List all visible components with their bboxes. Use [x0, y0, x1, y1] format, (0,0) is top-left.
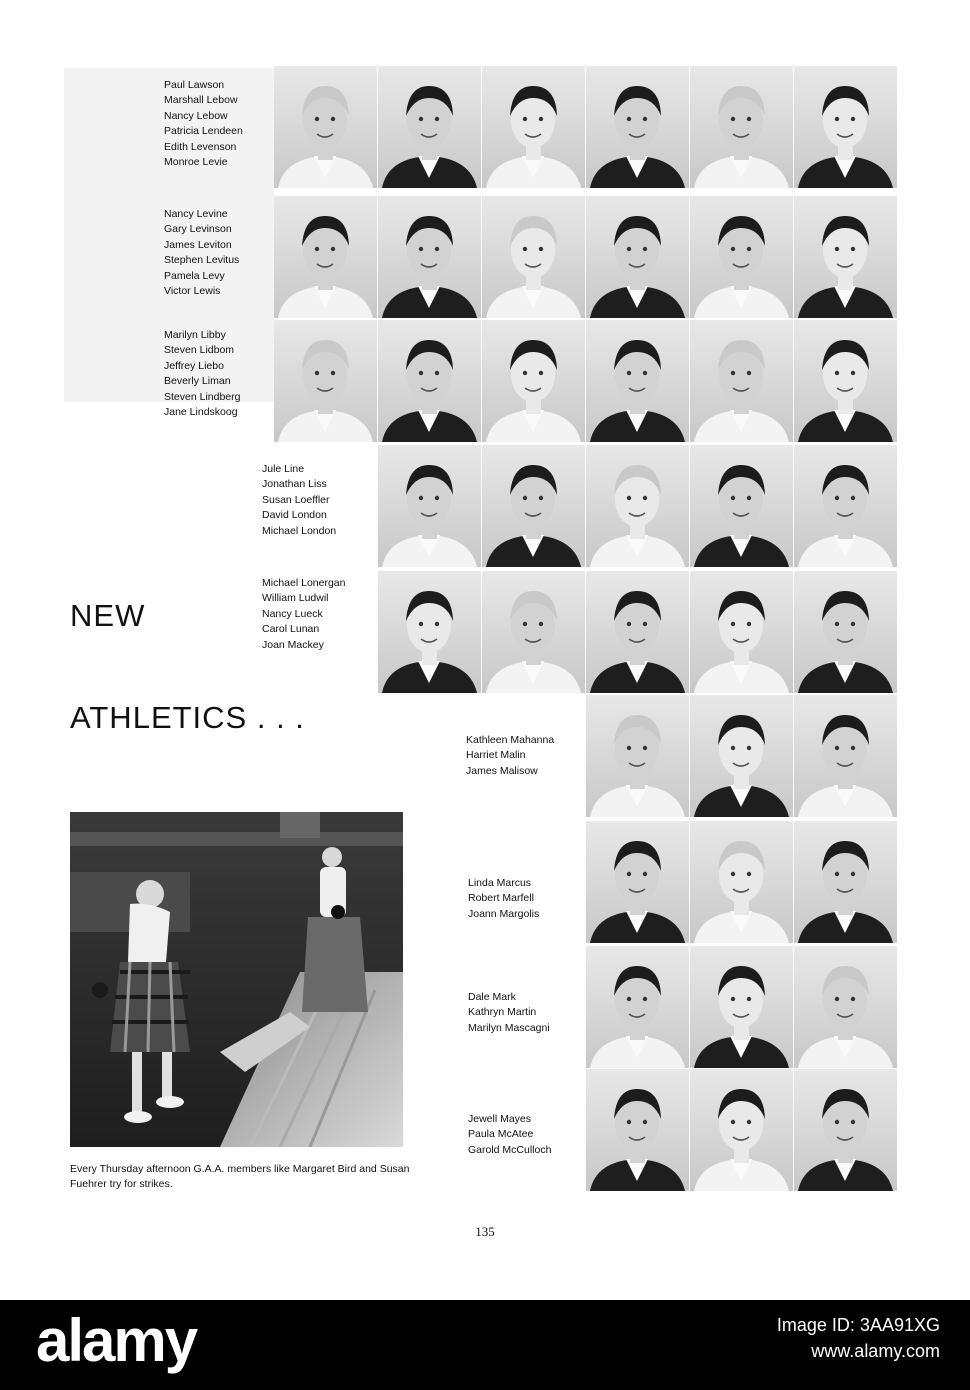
student-portrait: [690, 1069, 793, 1191]
student-name: Dale Mark: [468, 991, 516, 1003]
headline-new: NEW: [70, 598, 146, 633]
student-portrait: [274, 196, 377, 318]
name-list-4: [262, 462, 336, 539]
student-name: Nancy Lueck: [262, 607, 323, 620]
student-portrait: [690, 821, 793, 943]
student-portrait: [794, 1069, 897, 1191]
image-reference: [777, 1312, 940, 1364]
student-name: Jonathan Liss: [262, 478, 327, 491]
student-portrait: [794, 196, 897, 318]
student-name: Victor Lewis: [164, 285, 221, 298]
student-portrait: [482, 571, 585, 693]
page-number: 135: [475, 1224, 495, 1239]
student-portrait: [690, 196, 793, 318]
name-list-2: [164, 207, 239, 299]
student-name: Garold McCulloch: [468, 1143, 552, 1156]
student-name: Michael Lonergan: [262, 577, 346, 589]
student-name: Harriet Malin: [466, 749, 526, 762]
name-list-5: [262, 576, 345, 653]
bowling-photo: [70, 812, 403, 1147]
student-name: Linda Marcus: [468, 877, 532, 889]
name-list-1: [164, 78, 243, 170]
student-portrait: [794, 445, 897, 567]
student-name: David London: [262, 509, 327, 522]
name-list-7: [468, 876, 539, 922]
student-portrait: [586, 196, 689, 318]
student-portrait: [378, 320, 481, 442]
image-id: Image ID: 3AA91XG: [776, 1315, 940, 1335]
student-portrait: [794, 320, 897, 442]
student-portrait: [586, 1069, 689, 1191]
student-portrait: [378, 66, 481, 188]
student-name: Jane Lindskoog: [164, 406, 238, 419]
student-name: James Leviton: [164, 238, 232, 251]
student-name: Nancy Levine: [164, 208, 228, 220]
student-portrait: [274, 66, 377, 188]
student-portrait: [690, 571, 793, 693]
student-name: Susan Loeffler: [262, 493, 330, 506]
student-name: Kathryn Martin: [468, 1006, 537, 1019]
student-portrait: [794, 66, 897, 188]
student-portrait: [794, 695, 897, 817]
student-name: Paula McAtee: [468, 1128, 534, 1141]
student-portrait: [482, 196, 585, 318]
student-portrait: [378, 445, 481, 567]
student-portrait: [378, 571, 481, 693]
student-portrait: [794, 946, 897, 1068]
student-name: Patricia Lendeen: [164, 125, 243, 138]
student-name: Robert Marfell: [468, 892, 534, 905]
student-portrait: [586, 66, 689, 188]
student-name: Pamela Levy: [164, 269, 225, 282]
student-name: Steven Lidbom: [164, 344, 235, 357]
student-name: Kathleen Mahanna: [466, 734, 555, 746]
name-list-8: [468, 990, 550, 1036]
student-name: Jule Line: [262, 463, 305, 475]
student-name: Edith Levenson: [164, 140, 237, 153]
student-name: Marilyn Mascagni: [468, 1021, 550, 1034]
student-portrait: [586, 946, 689, 1068]
student-name: Stephen Levitus: [164, 254, 240, 267]
student-name: James Malisow: [466, 764, 538, 777]
student-name: Joann Margolis: [468, 907, 540, 920]
student-name: Jeffrey Liebo: [164, 359, 224, 372]
student-portrait: [794, 821, 897, 943]
student-name: Michael London: [262, 524, 337, 537]
student-portrait: [690, 946, 793, 1068]
student-portrait: [690, 695, 793, 817]
student-portrait: [586, 695, 689, 817]
student-name: Steven Lindberg: [164, 390, 241, 403]
student-portrait: [690, 66, 793, 188]
student-name: Marilyn Libby: [164, 329, 226, 341]
name-list-9: [468, 1112, 551, 1158]
site-url: www.alamy.com: [811, 1341, 940, 1361]
student-name: Beverly Liman: [164, 375, 231, 388]
name-list-3: [164, 328, 240, 420]
student-portrait: [274, 320, 377, 442]
student-name: Marshall Lebow: [164, 94, 238, 107]
student-portrait: [482, 320, 585, 442]
student-name: William Ludwil: [262, 592, 329, 605]
student-portrait: [482, 445, 585, 567]
student-name: Carol Lunan: [262, 623, 320, 636]
headline-athletics: ATHLETICS . . .: [70, 700, 305, 735]
student-portrait: [586, 821, 689, 943]
student-portrait: [586, 445, 689, 567]
watermark-footer: [0, 1300, 970, 1390]
name-list-6: [466, 733, 554, 779]
student-name: Nancy Lebow: [164, 109, 228, 122]
student-portrait: [586, 320, 689, 442]
student-portrait: [690, 445, 793, 567]
photo-caption: Every Thursday afternoon G.A.A. members like Margaret Bird and Susan Fuehrer try for strikes.: [70, 1163, 410, 1190]
student-name: Paul Lawson: [164, 79, 225, 91]
student-name: Joan Mackey: [262, 638, 324, 651]
student-portrait: [586, 571, 689, 693]
student-portrait: [794, 571, 897, 693]
student-portrait: [690, 320, 793, 442]
student-name: Jewell Mayes: [468, 1113, 532, 1125]
student-name: Gary Levinson: [164, 223, 232, 236]
alamy-logo: alamy: [36, 1307, 197, 1374]
student-portrait: [482, 66, 585, 188]
student-name: Monroe Levie: [164, 156, 228, 169]
student-portrait: [378, 196, 481, 318]
